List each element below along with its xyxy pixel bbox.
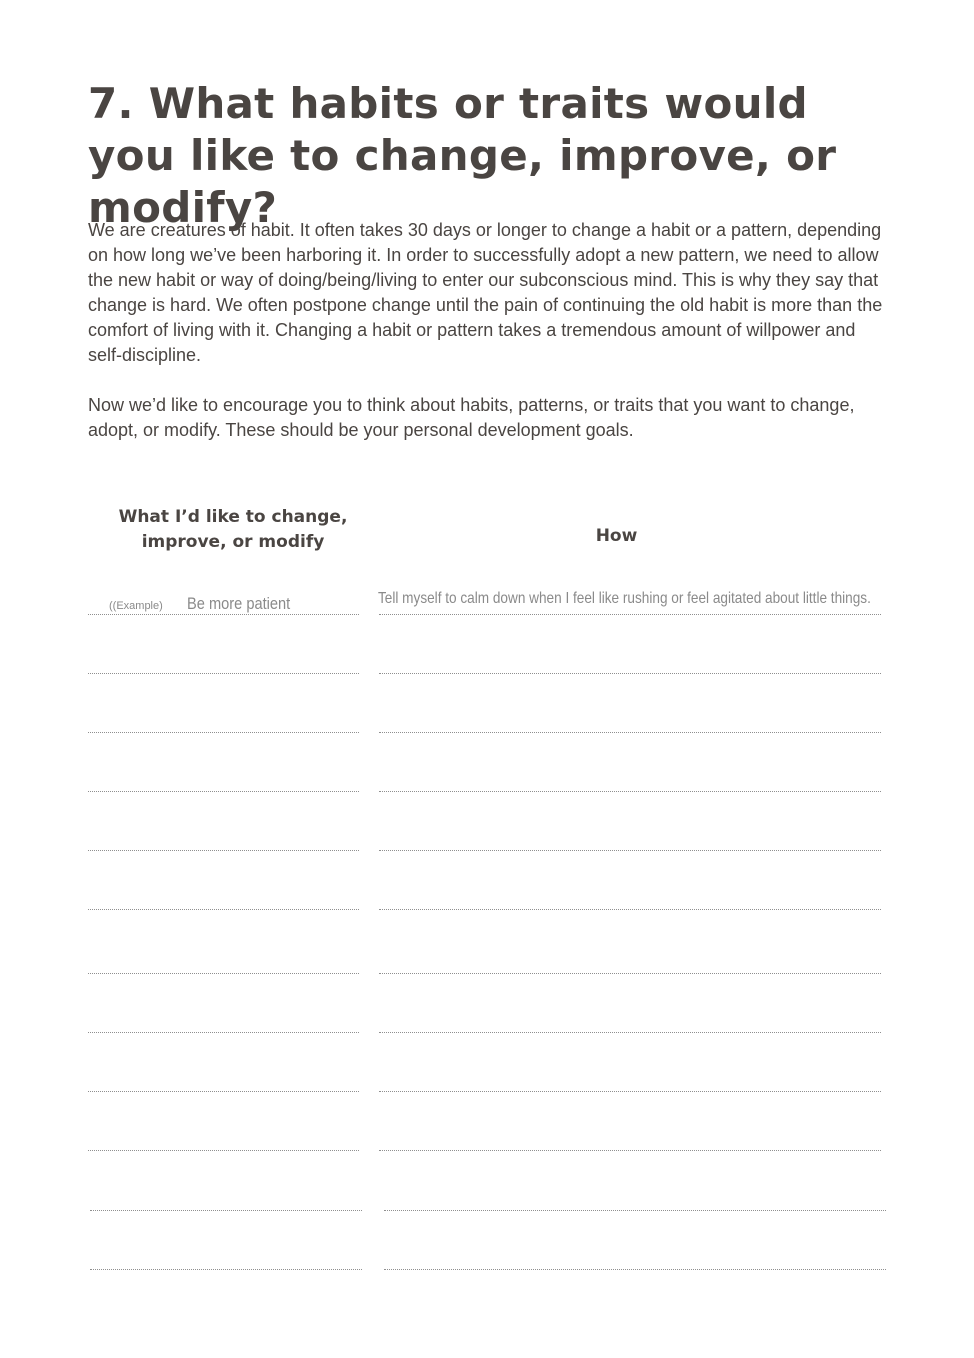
how-writing-line[interactable] — [379, 850, 881, 851]
what-writing-line[interactable] — [88, 973, 359, 974]
how-writing-line[interactable] — [379, 909, 881, 910]
what-writing-line[interactable] — [88, 791, 359, 792]
how-writing-line[interactable] — [379, 1091, 881, 1092]
how-column-header: How — [595, 526, 638, 546]
how-writing-line[interactable] — [379, 673, 881, 674]
what-writing-line[interactable] — [88, 614, 359, 615]
how-writing-line[interactable] — [379, 732, 881, 733]
what-column-header: What I’d like to change, improve, or modify — [118, 507, 348, 552]
how-writing-line[interactable] — [379, 1150, 881, 1151]
what-writing-line[interactable] — [88, 673, 359, 674]
example-how-entry: Tell myself to calm down when I feel like rushing or feel agitated about little things. — [378, 590, 871, 607]
what-writing-line[interactable] — [88, 1032, 359, 1033]
what-writing-line[interactable] — [88, 909, 359, 910]
what-writing-line[interactable] — [90, 1269, 362, 1270]
intro-paragraph: We are creatures of habit. It often takes 30 days or longer to change a habit or a pattern, depending on how long we’ve been harboring it. In order to successfully adopt a new pattern, we need to allow the new habit or way of doing/being/living to enter our subconscious mind. This is why they say that change is hard. We often postpone change until the pain of continuing the old habit is more than the comfort of living with it. Changing a habit or pattern takes a tremendous amount of willpower and self-discipline. — [88, 220, 883, 365]
how-writing-line[interactable] — [379, 1032, 881, 1033]
encouragement-paragraph: Now we’d like to encourage you to think about habits, patterns, or traits that you want to change, adopt, or modify. These should be your personal development goals. — [88, 395, 855, 440]
how-writing-line[interactable] — [379, 973, 881, 974]
page-title: 7. What habits or traits would you like to change, improve, or modify? — [88, 79, 837, 232]
what-writing-line[interactable] — [88, 850, 359, 851]
example-tag: ((Example) — [109, 600, 163, 612]
how-writing-line[interactable] — [379, 791, 881, 792]
how-writing-line[interactable] — [384, 1210, 886, 1211]
what-writing-line[interactable] — [88, 1150, 359, 1151]
what-writing-line[interactable] — [90, 1210, 362, 1211]
what-writing-line[interactable] — [88, 1091, 359, 1092]
how-writing-line[interactable] — [379, 614, 881, 615]
what-writing-line[interactable] — [88, 732, 359, 733]
example-what-entry: Be more patient — [187, 594, 291, 613]
how-writing-line[interactable] — [384, 1269, 886, 1270]
